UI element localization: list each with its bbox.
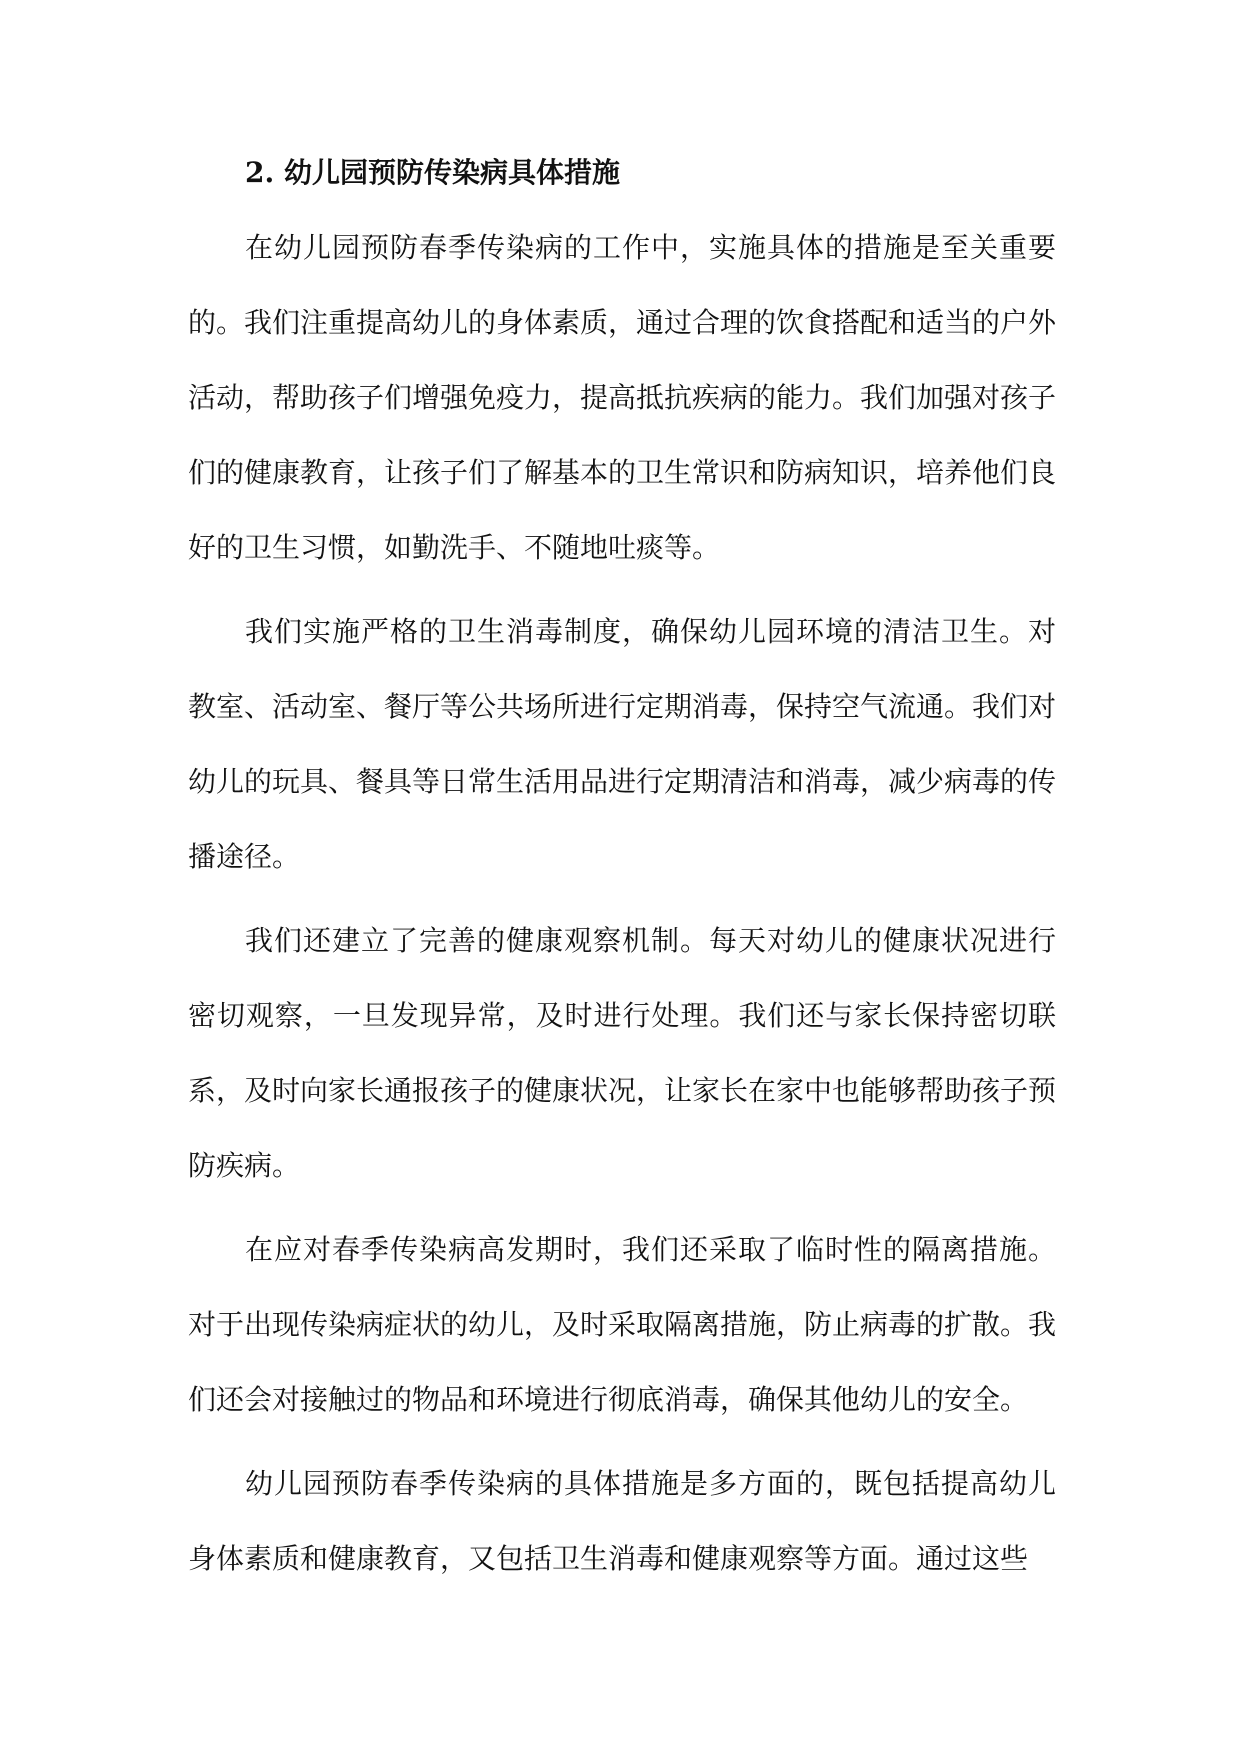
paragraph-disinfection: 我们实施严格的卫生消毒制度，确保幼儿园环境的清洁卫生。对教室、活动室、餐厅等公共场所进行定期消毒，保持空气流通。我们对幼儿的玩具、餐具等日常生活用品进行定期清洁和消毒，减少病毒的传播途径。	[188, 615, 1057, 873]
section-heading: 2. 幼儿园预防传染病具体措施	[245, 156, 620, 189]
paragraph-health-education: 在幼儿园预防春季传染病的工作中，实施具体的措施是至关重要的。我们注重提高幼儿的身体素质，通过合理的饮食搭配和适当的户外活动，帮助孩子们增强免疫力，提高抵抗疾病的能力。我们加强对孩子们的健康教育，让孩子们了解基本的卫生常识和防病知识，培养他们良好的卫生习惯，如勤洗手、不随地吐痰等。	[188, 231, 1057, 564]
paragraph-summary: 幼儿园预防春季传染病的具体措施是多方面的，既包括提高幼儿身体素质和健康教育，又包括卫生消毒和健康观察等方面。通过这些	[188, 1467, 1056, 1575]
paragraph-isolation: 在应对春季传染病高发期时，我们还采取了临时性的隔离措施。对于出现传染病症状的幼儿，及时采取隔离措施，防止病毒的扩散。我们还会对接触过的物品和环境进行彻底消毒，确保其他幼儿的安全。	[188, 1233, 1057, 1416]
document-body	[188, 150, 1056, 1596]
paragraph-health-observation: 我们还建立了完善的健康观察机制。每天对幼儿的健康状况进行密切观察，一旦发现异常，及时进行处理。我们还与家长保持密切联系，及时向家长通报孩子的健康状况，让家长在家中也能够帮助孩子预防疾病。	[188, 924, 1057, 1182]
